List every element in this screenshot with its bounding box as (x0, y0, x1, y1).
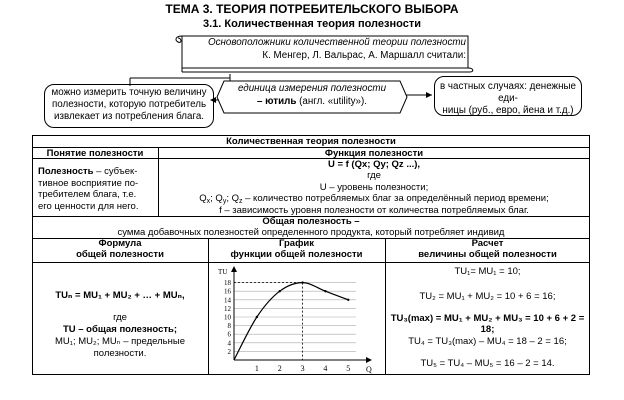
def-line4: его ценности для него. (38, 200, 139, 212)
formula-mu2: полезности. (93, 347, 147, 359)
formula-mu: MU₁; MU₂; MUₙ – предельные (55, 335, 185, 347)
formula-main: TUₙ = MU₁ + MU₂ + … + MUₙ, (55, 290, 185, 301)
utility-definition (38, 166, 158, 212)
founders-line2: К. Менгер, Л. Вальрас, А. Маршалл считали: (262, 49, 466, 61)
x-tick-label: 2 (277, 364, 282, 373)
total-definition: сумма добавочных полезностей определенного продукта, который потребляет индивид (117, 226, 505, 238)
unit-name: – ютиль (257, 95, 297, 107)
func-formula: U = f (Qx; Qy; Qz ...), (327, 159, 421, 170)
y-tick-label: 14 (224, 296, 231, 305)
formula-cell (32, 290, 208, 359)
calc-header-line2: величины общей полезности (418, 248, 557, 260)
x-tick-label: 3 (300, 364, 305, 373)
data-point (301, 281, 303, 283)
graph-header (208, 239, 385, 261)
formula-tu: TU – общая полезность; (62, 323, 178, 335)
right-note-line1: в частных случаях: денежные еди- (439, 81, 577, 105)
data-point (347, 299, 349, 301)
y-tick-label: 6 (227, 330, 231, 339)
calc-line: TU₄ = TU₃(max) – MU₄ = 18 – 2 = 16; (408, 336, 567, 347)
utility-function (158, 159, 590, 216)
right-note-line2: ницы (руб., евро, йена и т.д.) (442, 105, 574, 117)
y-tick-label: 12 (224, 304, 231, 313)
formula-header (32, 239, 208, 261)
formula-where: где (113, 311, 127, 323)
data-point (256, 316, 258, 318)
col-header-function: Функция полезности (324, 148, 424, 159)
calc-line: TU₁= MU₁ = 10; (454, 266, 521, 277)
unit-note: (англ. «utility»). (296, 95, 367, 107)
y-tick-label: 16 (224, 287, 231, 296)
page-title: ТЕМА 3. ТЕОРИЯ ПОТРЕБИТЕЛЬСКОГО ВЫБОРА (165, 2, 459, 16)
unit-line2 (222, 96, 402, 109)
left-note-line2: полезности, которую потребитель (51, 99, 207, 111)
total-utility-chart (212, 264, 382, 374)
data-point (324, 290, 326, 292)
y-axis-arrow (231, 266, 237, 272)
data-point (279, 290, 281, 292)
func-q: $Q_x$; $Q_y$; $Q_z$ – количество потребляемых благ за определённый период времени; (199, 193, 549, 206)
def-line1 (38, 166, 158, 178)
x-tick-label: 4 (323, 364, 328, 373)
x-axis-label: Q (366, 365, 372, 374)
table-title: Количественная теория полезности (226, 136, 396, 147)
left-note-box (44, 84, 214, 128)
def-line2: тивное восприятие по- (38, 177, 139, 189)
calc-line: TU₂ = MU₁ + MU₂ = 10 + 6 = 16; (419, 291, 556, 302)
page-subtitle: 3.1. Количественная теория полезности (203, 18, 421, 30)
x-axis-arrow (366, 357, 372, 363)
unit-text (222, 83, 402, 108)
x-tick-label: 5 (346, 364, 351, 373)
total-title: Общая полезность – (262, 216, 360, 227)
left-note-line3: извлекает из потребления блага. (54, 111, 204, 123)
formula-header-line1: Формула (98, 238, 142, 249)
y-tick-label: 10 (224, 313, 231, 322)
right-note-box (434, 76, 582, 116)
graph-header-line2: функции общей полезности (230, 248, 363, 260)
x-tick-label: 1 (254, 364, 259, 373)
func-f: f – зависимость уровня полезности от количества потребляемых благ. (219, 204, 529, 216)
tu-curve (234, 283, 348, 360)
calc-header (385, 239, 590, 261)
y-tick-label: 18 (224, 279, 231, 288)
row-line (32, 262, 590, 263)
graph-header-line1: График (278, 238, 315, 249)
def-text1: – субъек- (93, 166, 138, 177)
func-where: где (367, 170, 381, 182)
calc-line: TU₃(max) = MU₁ + MU₂ + MU₃ = 10 + 6 + 2 = 18; (390, 313, 585, 336)
func-q-text: – количество потребляемых благ за определённый период времени; (242, 193, 549, 205)
y-tick-label: 8 (227, 322, 231, 331)
y-tick-label: 2 (227, 347, 231, 356)
founders-line1: Основоположники количественной теории полезности (207, 37, 466, 48)
func-u: U – уровень полезности; (319, 181, 429, 193)
col-header-concept: Понятие полезности (46, 148, 144, 159)
y-tick-label: 4 (227, 339, 231, 348)
y-axis-label: TU (218, 268, 228, 276)
formula-header-line2: общей полезности (76, 248, 164, 260)
calc-header-line1: Расчет (471, 238, 504, 249)
def-line3: требителем блага, т.е. (38, 189, 137, 201)
total-utility-row (32, 217, 590, 239)
unit-line1: единица измерения полезности (237, 83, 387, 94)
def-term: Полезность (38, 166, 94, 177)
calc-line: TU₅ = TU₄ – MU₅ = 16 – 2 = 14. (420, 358, 555, 369)
left-note-line1: можно измерить точную величину (51, 87, 207, 98)
